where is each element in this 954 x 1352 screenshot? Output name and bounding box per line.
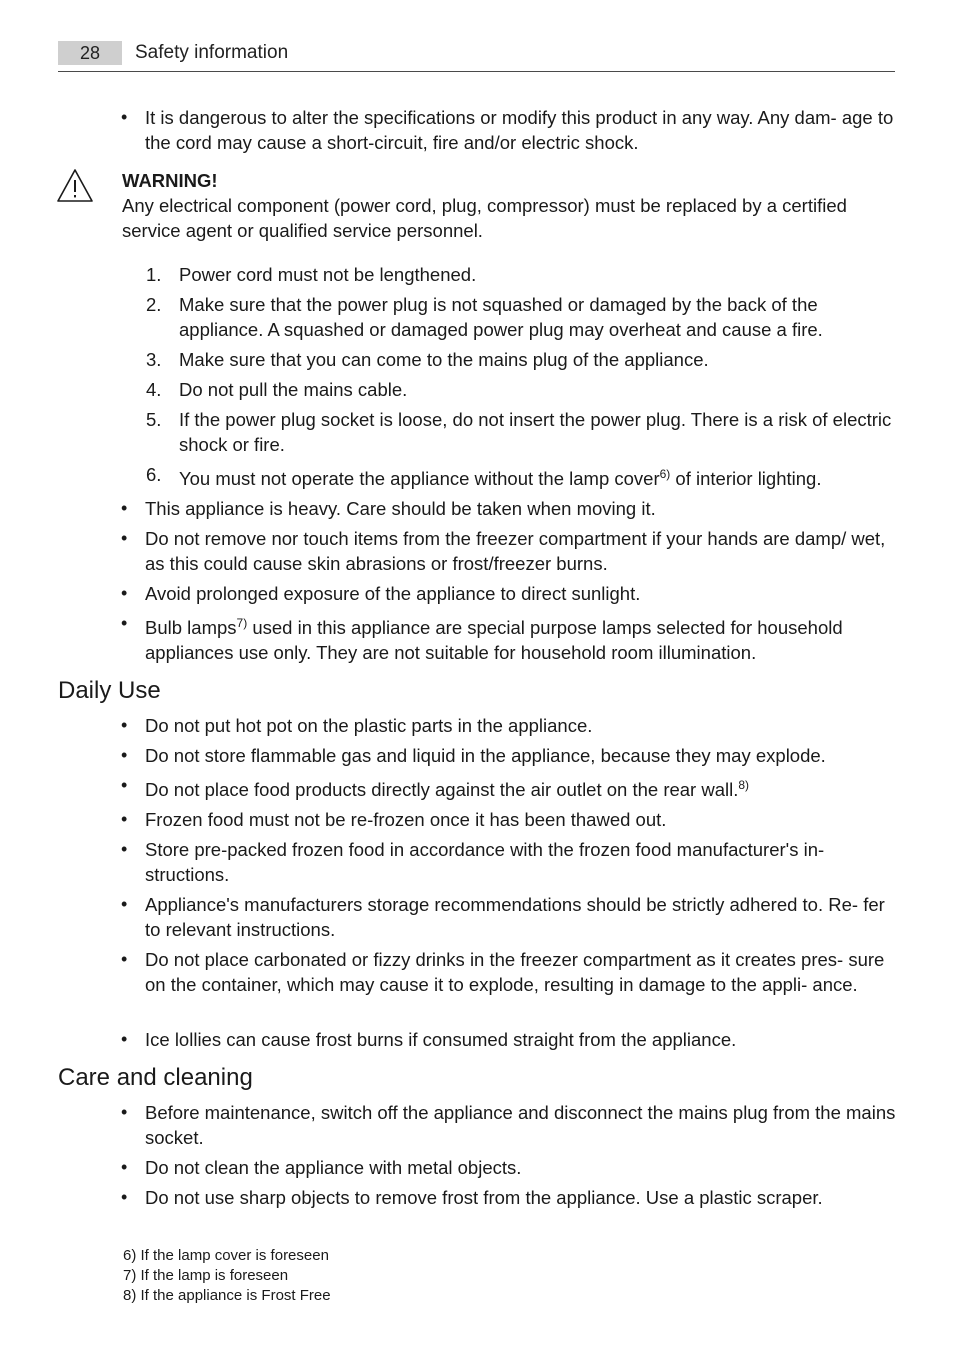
bullet-icon: • [121,775,128,795]
item-text: You must not operate the appliance without the lamp cover [179,468,660,489]
numbered-item: Make sure that you can come to the mains plug of the appliance. [179,349,709,370]
list-number: 6. [146,464,162,485]
list-item: Do not use sharp objects to remove frost from the appliance. Use a plastic scraper. [145,1187,823,1208]
list-item: This appliance is heavy. Care should be taken when moving it. [145,498,656,519]
warning-title: WARNING! [122,170,218,191]
numbered-item: If the power plug socket is loose, do not insert the power plug. There is a risk of electric shock or fire. [179,409,892,455]
footnote-ref: 7) [236,616,248,630]
heading-care-and-cleaning: Care and cleaning [58,1064,253,1091]
heading-daily-use: Daily Use [58,677,161,704]
bullet-icon: • [121,894,128,914]
list-item: Do not store flammable gas and liquid in the appliance, because they may explode. [145,745,826,766]
bullet-icon: • [121,715,128,735]
bullet-icon: • [121,745,128,765]
bullet-icon: • [121,1029,128,1049]
footnote: 7) If the lamp is foreseen [123,1267,289,1284]
bullet-icon: • [121,1102,128,1122]
footnote-ref: 6) [659,467,671,481]
warning-text: Any electrical component (power cord, plug, compressor) must be replaced by a certified service agent or qualified service personnel. [122,195,847,241]
bullet-icon: • [121,528,128,548]
numbered-item: Make sure that the power plug is not squashed or damaged by the back of the appliance. A squashed or damaged power plug may overheat and cause a fire. [179,294,823,340]
bullet-icon: • [121,1157,128,1177]
bullet-icon: • [121,498,128,518]
item-text: of interior lighting. [670,468,822,489]
list-number: 3. [146,349,162,370]
list-item: Ice lollies can cause frost burns if consumed straight from the appliance. [145,1029,737,1050]
list-number: 4. [146,379,162,400]
list-item: Do not put hot pot on the plastic parts in the appliance. [145,715,593,736]
numbered-item [179,466,897,491]
warning-triangle-icon [56,168,94,204]
section-title: Safety information [135,42,289,63]
list-item: Do not place carbonated or fizzy drinks in the freezer compartment as it creates pres- sure on the container, which may cause it to explode, resulting in damage to the appli- ance. [145,949,885,995]
list-number: 1. [146,264,162,285]
bullet-icon: • [121,107,128,127]
footnote-ref: 8) [738,778,750,792]
bullet-icon: • [121,613,128,633]
footnote: 8) If the appliance is Frost Free [123,1287,331,1304]
list-item: Do not clean the appliance with metal objects. [145,1157,522,1178]
list-item: Avoid prolonged exposure of the appliance to direct sunlight. [145,583,641,604]
footnote: 6) If the lamp cover is foreseen [123,1247,329,1264]
list-number: 2. [146,294,162,315]
item-text: used in this appliance are special purpose lamps selected for household appliances use only. They are not suitable for household room illumination. [145,617,843,663]
item-text: Do not place food products directly against the air outlet on the rear wall. [145,779,739,800]
numbered-item: Power cord must not be lengthened. [179,264,477,285]
item-text: Bulb lamps [145,617,237,638]
numbered-item: Do not pull the mains cable. [179,379,408,400]
list-item: Do not remove nor touch items from the freezer compartment if your hands are damp/ wet, as this could cause skin abrasions or frost/freezer burns. [145,528,886,574]
bullet-icon: • [121,809,128,829]
list-item [145,615,897,665]
page-header [58,40,895,72]
list-item: Store pre-packed frozen food in accordance with the frozen food manufacturer's in- structions. [145,839,825,885]
bullet-icon: • [121,949,128,969]
list-item: It is dangerous to alter the specifications or modify this product in any way. Any dam- age to the cord may cause a short-circuit, fire and/or electric shock. [145,107,894,153]
bullet-icon: • [121,839,128,859]
list-number: 5. [146,409,162,430]
list-item: Appliance's manufacturers storage recommendations should be strictly adhered to. Re- fer to relevant instructions. [145,894,885,940]
bullet-icon: • [121,583,128,603]
list-item: Before maintenance, switch off the appliance and disconnect the mains plug from the mains socket. [145,1102,896,1148]
page-number: 28 [58,41,122,65]
list-item: Frozen food must not be re-frozen once it has been thawed out. [145,809,667,830]
list-item [145,777,897,802]
bullet-icon: • [121,1187,128,1207]
